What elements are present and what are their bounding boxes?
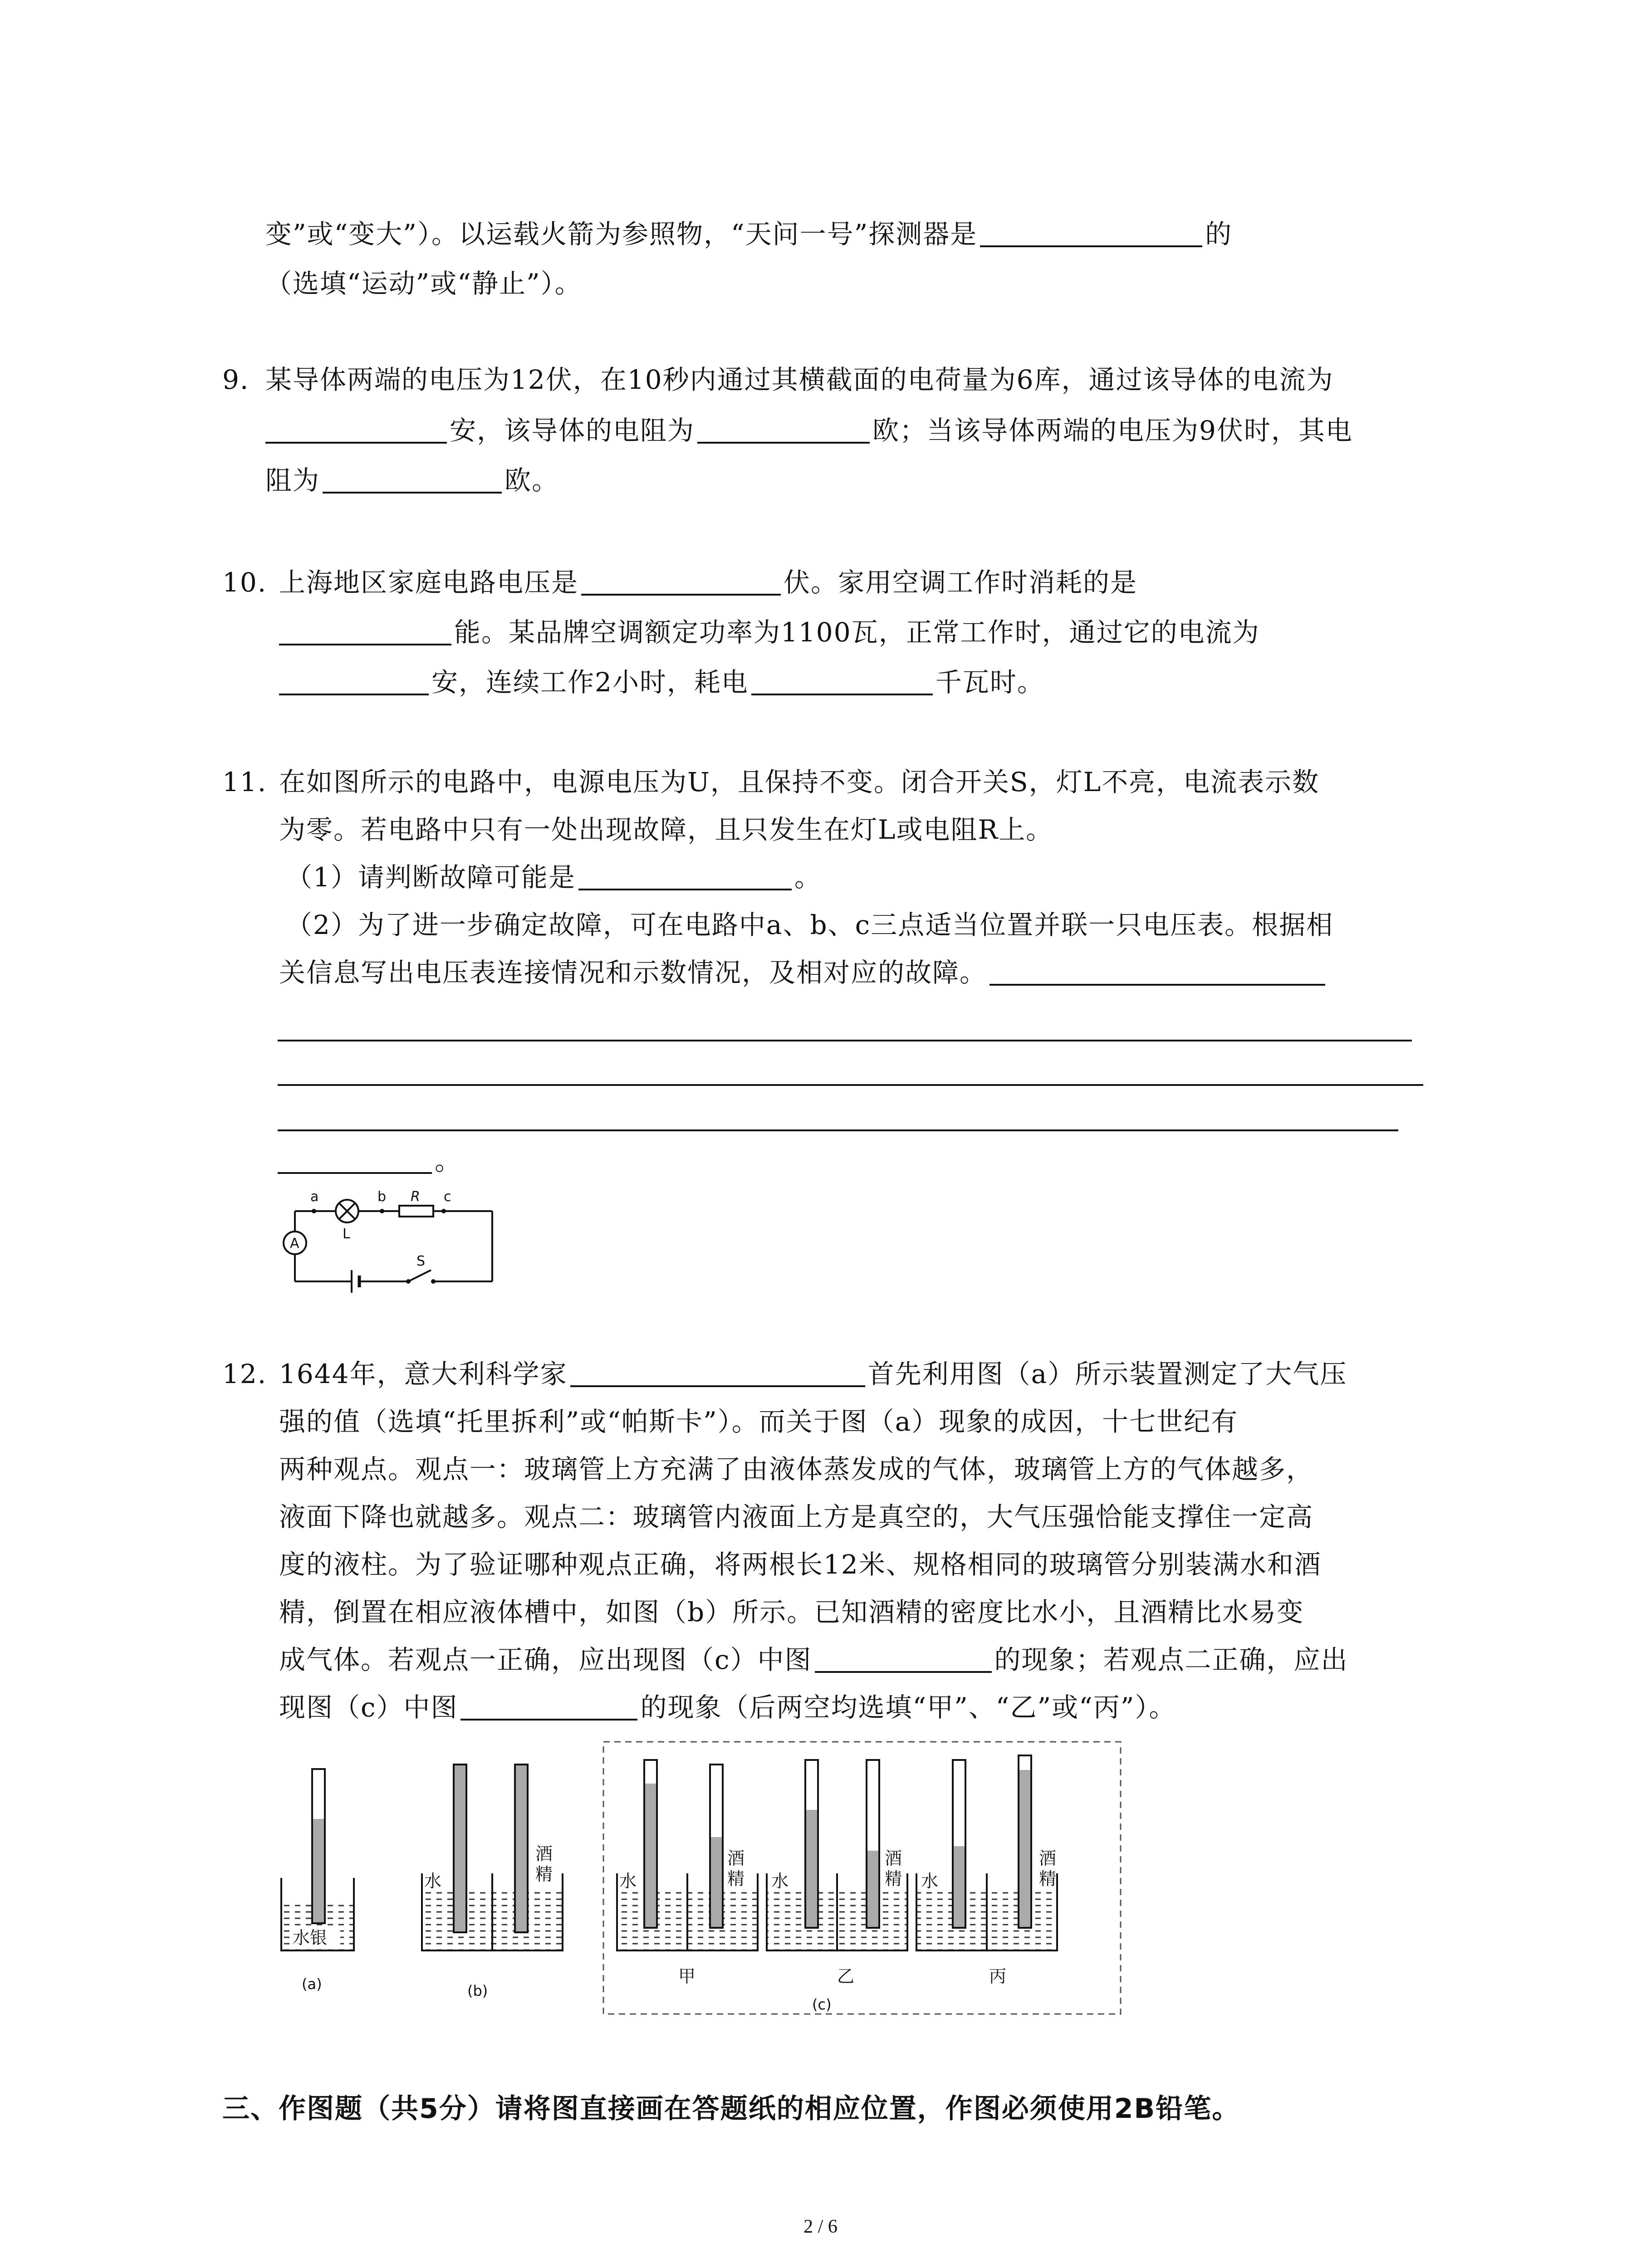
q9-text-c: 阻为 — [265, 465, 320, 496]
q11-answer-line-1[interactable] — [278, 1040, 1412, 1041]
label-alcohol-jia-2: 精 — [727, 1869, 745, 1889]
q12-line2: 强的值（选填“托里拆利”或“帕斯卡”）。而关于图（a）现象的成因，十七世纪有 — [279, 1406, 1239, 1437]
label-alcohol-yi-2: 精 — [885, 1869, 902, 1889]
q11-sub1-text: （1）请判断故障可能是 — [286, 862, 576, 893]
label-c: c — [444, 1189, 451, 1205]
q12-text-d: 的现象；若观点二正确，应出 — [994, 1644, 1348, 1675]
q12-view2-blank[interactable] — [460, 1695, 637, 1721]
q12-text-c: 成气体。若观点一正确，应出现图（c）中图 — [279, 1644, 812, 1675]
resistor-symbol — [399, 1206, 433, 1217]
figure-a — [281, 1769, 354, 1993]
q10-text-b: 伏。家用空调工作时消耗的是 — [784, 567, 1138, 598]
q11-line2: 为零。若电路中只有一处出现故障，且只发生在灯L或电阻R上。 — [279, 814, 1053, 845]
q12-line1 — [279, 1361, 1347, 1387]
q11-line1: 在如图所示的电路中，电源电压为U，且保持不变。闭合开关S，灯L不亮，电流表示数 — [279, 767, 1320, 797]
label-bing: 丙 — [989, 1966, 1007, 1986]
node-b — [380, 1209, 384, 1213]
q10-number: 10. — [222, 567, 267, 598]
q11-end-mark: 。 — [435, 1145, 462, 1176]
label-jia: 甲 — [678, 1966, 696, 1986]
q10-text-a: 上海地区家庭电路电压是 — [279, 567, 579, 598]
q12-scientist-blank[interactable] — [570, 1362, 865, 1387]
q10-line1 — [279, 569, 1137, 596]
q12-text-b: 首先利用图（a）所示装置测定了大气压 — [867, 1359, 1347, 1389]
q12-tube-figure — [272, 1737, 1134, 2032]
label-R: R — [411, 1189, 420, 1205]
q11-voltmeter-blank[interactable] — [989, 960, 1325, 986]
q12-line3: 两种观点。观点一：玻璃管上方充满了由液体蒸发成的气体，玻璃管上方的气体越多， — [279, 1454, 1314, 1485]
q12-line6: 精，倒置在相应液体槽中，如图（b）所示。已知酒精的密度比水小，且酒精比水易变 — [279, 1597, 1304, 1628]
label-alcohol-bing-2: 精 — [1039, 1869, 1057, 1889]
q9-line1: 某导体两端的电压为12伏，在10秒内通过其横截面的电荷量为6库，通过该导体的电流为 — [265, 364, 1334, 395]
figure-b — [422, 1765, 563, 1999]
q11-answer-line-4[interactable] — [278, 1149, 432, 1174]
q8-line1 — [265, 221, 1232, 247]
q10-line2 — [279, 617, 1260, 648]
q11-answer-line-3[interactable] — [278, 1129, 1398, 1131]
q10-current-blank[interactable] — [279, 670, 429, 695]
switch-blade — [408, 1270, 431, 1281]
q12-line5: 度的液柱。为了验证哪种观点正确，将两根长12米、规格相同的玻璃管分别装满水和酒 — [279, 1549, 1322, 1580]
q12-line4: 液面下降也就越多。观点二：玻璃管内液面上方是真空的，大气压强恰能支撑住一定高 — [279, 1501, 1314, 1532]
q9-resistance2-blank[interactable] — [323, 468, 502, 494]
q12-line7 — [279, 1644, 1348, 1675]
q10-energy-blank[interactable] — [279, 620, 451, 645]
figure-c-jia — [617, 1760, 758, 1950]
q10-line3 — [279, 667, 1044, 698]
label-water-bing: 水 — [921, 1871, 939, 1891]
q9-line3 — [265, 467, 559, 494]
q8-line2: （选填“运动”或“静止”）。 — [265, 268, 582, 299]
q9-current-blank[interactable] — [265, 418, 447, 444]
label-water-b: 水 — [424, 1871, 442, 1891]
label-b: b — [377, 1189, 387, 1205]
q11-sub1 — [286, 862, 822, 893]
q9-text-b: 欧；当该导体两端的电压为9伏时，其电 — [872, 415, 1353, 446]
figure-c-bing — [916, 1755, 1057, 1950]
q8-answer-blank[interactable] — [980, 222, 1202, 247]
q10-text-c: 能。某品牌空调额定功率为1100瓦，正常工作时，通过它的电流为 — [454, 617, 1260, 648]
q9-text-a: 安，该导体的电阻为 — [450, 415, 695, 446]
q11-number: 11. — [222, 767, 267, 797]
label-alcohol-b-2: 精 — [535, 1864, 553, 1884]
label-a: a — [310, 1189, 319, 1205]
node-a — [312, 1209, 316, 1213]
q12-view1-blank[interactable] — [815, 1647, 992, 1673]
label-alcohol-b-1: 酒 — [535, 1844, 553, 1864]
label-yi: 乙 — [837, 1966, 855, 1986]
caption-c: (c) — [812, 1996, 832, 2013]
q11-sub2-line1: （2）为了进一步确定故障，可在电路中a、b、c三点适当位置并联一只电压表。根据相 — [286, 909, 1334, 940]
section-3-heading: 三、作图题（共5分）请将图直接画在答题纸的相应位置，作图必须使用2B铅笔。 — [222, 2093, 1240, 2125]
label-alcohol-yi-1: 酒 — [885, 1848, 902, 1868]
label-mercury: 水银 — [293, 1928, 328, 1948]
figure-c-yi — [767, 1760, 907, 1950]
label-water-yi: 水 — [771, 1871, 789, 1891]
q12-line8 — [279, 1694, 1176, 1721]
label-water-jia: 水 — [619, 1871, 637, 1891]
label-S: S — [416, 1253, 426, 1269]
q11-sub2-line2 — [279, 959, 1328, 986]
q11-answer-line-2[interactable] — [278, 1084, 1423, 1086]
label-L: L — [343, 1226, 350, 1242]
label-alcohol-jia-1: 酒 — [727, 1848, 745, 1868]
q12-text-e: 现图（c）中图 — [279, 1692, 458, 1723]
q11-fault-blank[interactable] — [578, 865, 792, 890]
q9-text-d: 欧。 — [505, 465, 559, 496]
q8-text-b: 的 — [1205, 219, 1233, 249]
q8-text-a: 变”或“变大”）。以运载火箭为参照物，“天问一号”探测器是 — [265, 219, 978, 249]
q12-text-a: 1644年，意大利科学家 — [279, 1359, 568, 1389]
q12-number: 12. — [222, 1359, 267, 1389]
label-A: A — [290, 1236, 299, 1251]
q9-line2 — [265, 417, 1353, 444]
node-c — [441, 1209, 446, 1213]
q11-circuit-diagram — [272, 1179, 499, 1297]
q9-resistance-blank[interactable] — [697, 418, 870, 444]
q10-kwh-blank[interactable] — [751, 670, 933, 695]
q11-sub1-end: 。 — [794, 862, 822, 893]
q10-text-d: 安，连续工作2小时，耗电 — [431, 667, 749, 698]
q9-number: 9. — [222, 364, 250, 395]
q12-text-f: 的现象（后两空均选填“甲”、“乙”或“丙”）。 — [640, 1692, 1176, 1723]
q11-answer-line-4-wrap — [278, 1145, 462, 1176]
q10-text-e: 千瓦时。 — [935, 667, 1044, 698]
caption-b: (b) — [467, 1982, 488, 1999]
label-alcohol-bing-1: 酒 — [1039, 1848, 1057, 1868]
q11-sub2-text: 关信息写出电压表连接情况和示数情况，及相对应的故障。 — [279, 957, 987, 988]
caption-a: (a) — [302, 1975, 322, 1993]
q10-voltage-blank[interactable] — [581, 570, 781, 596]
page-number: 2 / 6 — [803, 2216, 838, 2237]
